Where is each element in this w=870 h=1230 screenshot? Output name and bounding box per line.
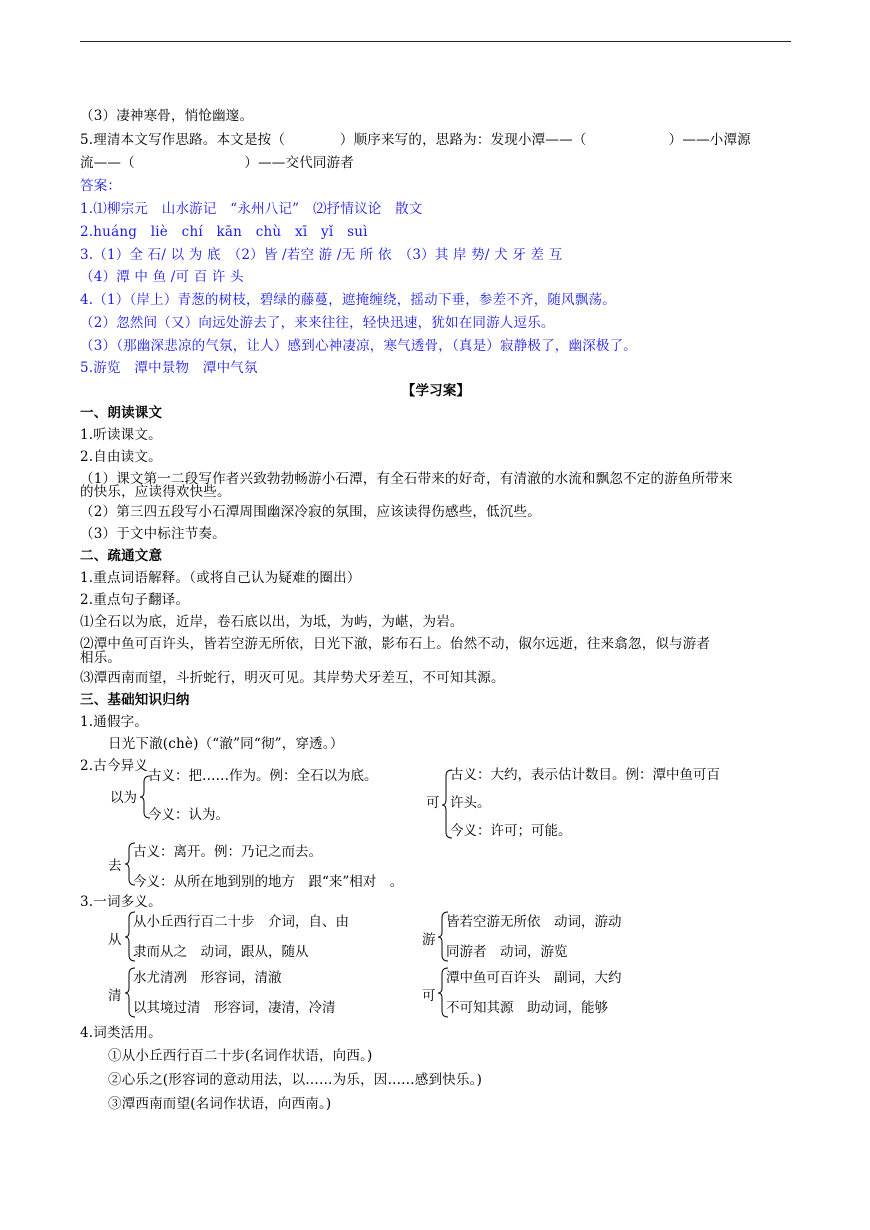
term-qing: 清 xyxy=(108,988,122,1004)
study-title: 【学习案】 xyxy=(401,383,471,399)
answer-3-cont: （4）潭 中 鱼 /可 百 许 头 xyxy=(80,269,244,285)
term-you: 游 xyxy=(422,932,436,948)
section-1-item-2-3: （3）于文中标注节奏。 xyxy=(80,526,226,542)
ke-meaning-2: 不可知其源 助动词，能够 xyxy=(446,1000,608,1016)
sentence-2: ⑵潭中鱼可百许头，皆若空游无所依，日光下澈，影布石上。佁然不动，俶尔远逝，往来翕忽，似与游者 xyxy=(80,636,711,652)
section-1-item-2: 2.自由读文。 xyxy=(80,449,162,465)
ke-meaning-1: 潭中鱼可百许头 副词，大约 xyxy=(446,970,622,986)
section-3-heading: 三、基础知识归纳 xyxy=(80,692,190,708)
section-3-item-3: 3.一词多义。 xyxy=(80,894,162,910)
term-qu: 去 xyxy=(108,858,122,874)
section-1-item-2-1: （1）课文第一二段写作者兴致勃勃畅游小石潭，有全石带来的好奇，有清澈的水流和飘忽不定的游鱼所带来 xyxy=(80,471,733,487)
section-2-item-1: 1.重点词语解释。（或将自己认为疑难的圈出） xyxy=(80,570,361,586)
yiwei-modern: 今义：认为。 xyxy=(148,807,229,823)
sentence-2-cont: 相乐。 xyxy=(80,650,122,666)
tongjia-example: 日光下澈(chè)（“澈”同“彻”，穿透。） xyxy=(108,736,344,752)
answer-5: 5.游览 潭中景物 潭中气氛 xyxy=(80,360,258,376)
answer-4-2: （2）忽然间（又）向远处游去了，来来往往，轻快迅速，犹如在同游人逗乐。 xyxy=(80,315,555,331)
answer-4-3: （3）（那幽深悲凉的气氛，让人）感到心神凄凉，寒气透骨，（真是）寂静极了，幽深极了。 xyxy=(80,338,637,354)
ke-ancient-cont: 许头。 xyxy=(450,795,491,811)
sentence-3: ⑶潭西南而望，斗折蛇行，明灭可见。其岸势犬牙差互，不可知其源。 xyxy=(80,670,505,686)
question-5-line: 5.理清本文写作思路。本文是按（ ）顺序来写的，思路为：发现小潭——（ ）——小潭源 xyxy=(80,132,751,148)
answer-4: 4.（1）（岸上）青葱的树枝，碧绿的藤蔓，遮掩缠绕，摇动下垂，参差不齐，随风飘荡。 xyxy=(80,292,616,308)
section-1-item-2-2: （2）第三四五段写小石潭周围幽深冷寂的氛围，应该读得伤感些，低沉些。 xyxy=(80,504,541,520)
term-cong: 从 xyxy=(108,932,122,948)
you-meaning-2: 同游者 动词，游览 xyxy=(446,944,568,960)
qu-modern: 今义：从所在地到别的地方 跟“来”相对 。 xyxy=(133,874,404,890)
cong-meaning-2: 隶而从之 动词，跟从，随从 xyxy=(133,944,309,960)
section-3-item-1: 1.通假字。 xyxy=(80,714,149,730)
qu-ancient: 古义：离开。例：乃记之而去。 xyxy=(133,844,322,860)
you-meaning-1: 皆若空游无所依 动词，游动 xyxy=(446,914,622,930)
item-3-line: （3）凄神寒骨，悄怆幽邃。 xyxy=(80,108,254,124)
section-2-heading: 二、疏通文意 xyxy=(80,548,163,564)
answers-heading: 答案： xyxy=(80,178,122,194)
answer-1: 1.⑴柳宗元 山水游记 “永州八记” ⑵抒情议论 散文 xyxy=(80,201,423,217)
section-1-item-1: 1.听读课文。 xyxy=(80,427,162,443)
conversion-3: ③潭西南而望(名词作状语，向西南。) xyxy=(108,1096,332,1112)
answer-2: 2.huáng liè chí kān chù xī yǐ suì xyxy=(80,224,368,240)
conversion-1: ①从小丘西行百二十步(名词作状语，向西。) xyxy=(108,1048,373,1064)
section-1-heading: 一、朗读课文 xyxy=(80,405,163,421)
term-ke: 可 xyxy=(426,795,440,811)
yiwei-ancient: 古义：把……作为。例：全石以为底。 xyxy=(148,768,378,784)
ke-ancient: 古义：大约，表示估计数目。例：潭中鱼可百 xyxy=(450,767,720,783)
question-5-line-cont: 流——（ ）——交代同游者 xyxy=(80,155,354,171)
sentence-1: ⑴全石以为底，近岸，卷石底以出，为坻，为屿，为嵁，为岩。 xyxy=(80,614,464,630)
section-3-item-4: 4.词类活用。 xyxy=(80,1025,162,1041)
cong-meaning-1: 从小丘西行百二十步 介词，自、由 xyxy=(133,914,349,930)
qing-meaning-2: 以其境过清 形容词，凄清，冷清 xyxy=(133,1000,336,1016)
term-yiwei: 以为 xyxy=(110,790,137,806)
section-1-item-2-1-cont: 的快乐，应读得欢快些。 xyxy=(80,484,231,500)
conversion-2: ②心乐之(形容词的意动用法，以……为乐，因……感到快乐。) xyxy=(108,1072,483,1088)
ke-modern: 今义：许可；可能。 xyxy=(450,823,572,839)
qing-meaning-1: 水尤清冽 形容词，清澈 xyxy=(133,970,282,986)
term-ke-2: 可 xyxy=(422,988,436,1004)
section-3-item-2: 2.古今异义 xyxy=(80,758,149,774)
section-2-item-2: 2.重点句子翻译。 xyxy=(80,592,190,608)
answer-3: 3.（1）全 石/ 以 为 底 （2）皆 /若空 游 /无 所 依 （3）其 岸 势/ 犬 牙 差 互 xyxy=(80,247,563,263)
